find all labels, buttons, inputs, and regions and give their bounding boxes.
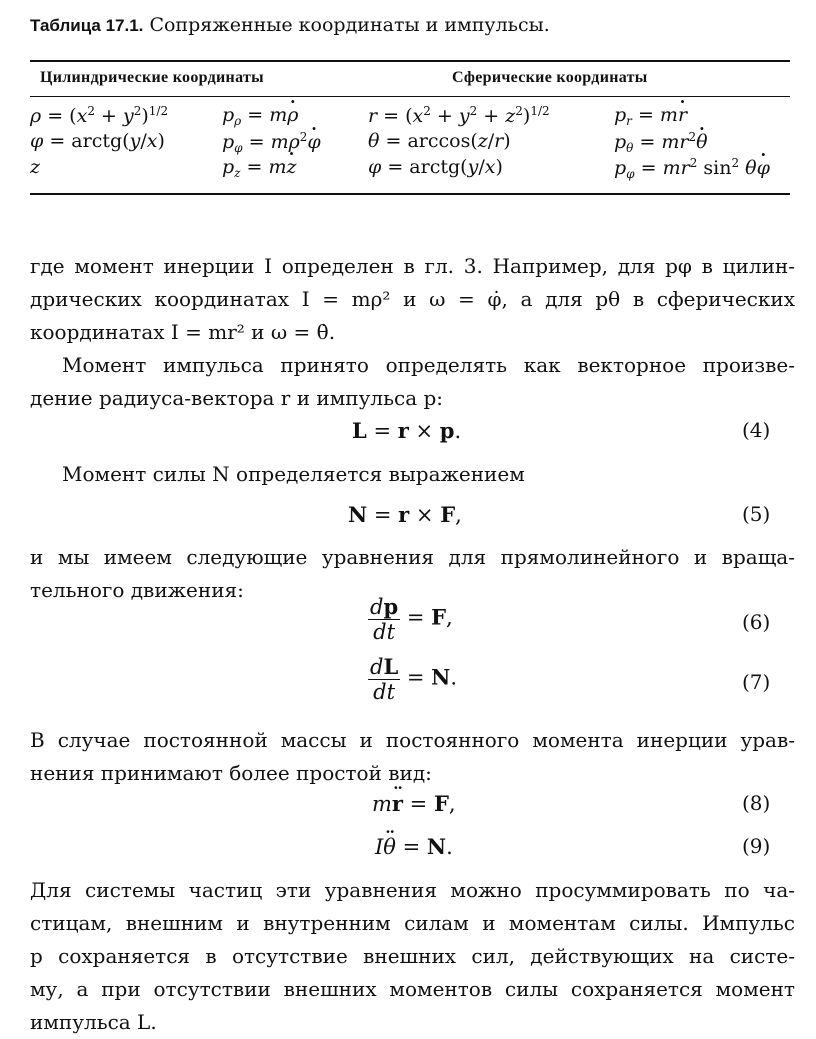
table-caption — [30, 14, 550, 36]
equation-number-4: (4) — [742, 418, 771, 442]
formula-p-phi-sph: $p_\varphi = mr^2$ $\sin^2 \theta\varphi$ · — [614, 156, 770, 181]
formula-p-rho: $p_\rho = m\rho$ · — [222, 104, 298, 128]
text-line: импульса L. — [30, 1010, 157, 1034]
formula-z: z — [30, 156, 41, 178]
header-spherical: Сферические координаты — [452, 69, 648, 86]
table-header-rule — [30, 96, 790, 97]
text-line: дение радиуса-вектора r и импульса p: — [30, 386, 444, 410]
equation-4: L = r × p. — [352, 418, 462, 443]
equation-number-6: (6) — [742, 610, 771, 634]
text-line: нения принимают более простой вид: — [30, 761, 432, 785]
equation-9: Iθ ·· = N. — [375, 834, 453, 859]
text-line: p сохраняется в отсутствие внешних сил, действующих на систе- — [30, 944, 795, 968]
formula-p-theta: $p_\theta = mr^2\theta$ · — [614, 130, 708, 155]
paragraph-1 — [30, 250, 795, 349]
formula-theta: θ = arccos(z/r) — [368, 130, 511, 152]
text-line: му, а при отсутствии внешних моментов силы сохраняется момент — [30, 977, 795, 1001]
equation-5: N = r × F, — [348, 502, 462, 527]
equation-number-8: (8) — [742, 791, 771, 815]
text-line: координатах I = mr² и ω = θ̇. — [30, 320, 336, 344]
formula-phi-sph: φ = arctg(y/x) — [368, 156, 503, 178]
formula-r: $r = (x^2 + y^2 + z^2)^{1/2}$ — [368, 104, 550, 127]
text-line: дрических координатах I = mρ² и ω = φ̇, а для pθ в сферических — [30, 287, 795, 311]
equation-number-5: (5) — [742, 502, 771, 526]
table-top-rule — [30, 60, 790, 62]
equation-number-7: (7) — [742, 670, 771, 694]
equation-number-9: (9) — [742, 834, 771, 858]
text-line: В случае постоянной массы и постоянного момента инерции урав- — [30, 728, 795, 752]
equation-8: mr ·· = F, — [372, 791, 456, 816]
text-line: и мы имеем следующие уравнения для прямолинейного и враща- — [30, 545, 795, 569]
caption-tag: Таблица 17.1. — [30, 16, 144, 35]
formula-p-z: $p_z$ = mz · — [222, 156, 297, 180]
paragraph-2 — [30, 349, 795, 415]
formula-p-phi-cyl: $p_\varphi = m\rho^2\varphi$ · — [222, 130, 321, 155]
paragraph-6 — [30, 874, 795, 1039]
formula-p-r: $p_r$ = mr · — [614, 104, 687, 128]
text-line: тельного движения: — [30, 578, 244, 602]
equation-7: $\frac{dL}{dt}$ = N. — [370, 654, 458, 704]
header-cylindrical: Цилиндрические координаты — [40, 69, 264, 86]
text-line: Момент импульса принято определять как векторное произве- — [62, 353, 795, 377]
text-line: Для системы частиц эти уравнения можно просуммировать по ча- — [30, 878, 795, 902]
equation-6: $\frac{dp}{dt}$ = F, — [370, 594, 453, 644]
text-line: стицам, внешним и внутренним силам и моментам силы. Импульс — [30, 911, 795, 935]
paragraph-3 — [30, 458, 795, 491]
table-bottom-rule — [30, 193, 790, 195]
formula-phi: φ = arctg(y/x) — [30, 130, 165, 152]
text-line: Момент силы N определяется выражением — [62, 462, 525, 486]
text-line: где момент инерции I определен в гл. 3. Например, для pφ в цилин- — [30, 254, 795, 278]
formula-rho: $\rho = (x^2 + y^2)^{1/2}$ — [30, 104, 169, 127]
caption-text: Сопряженные координаты и импульсы. — [149, 14, 550, 36]
paragraph-5 — [30, 724, 795, 790]
